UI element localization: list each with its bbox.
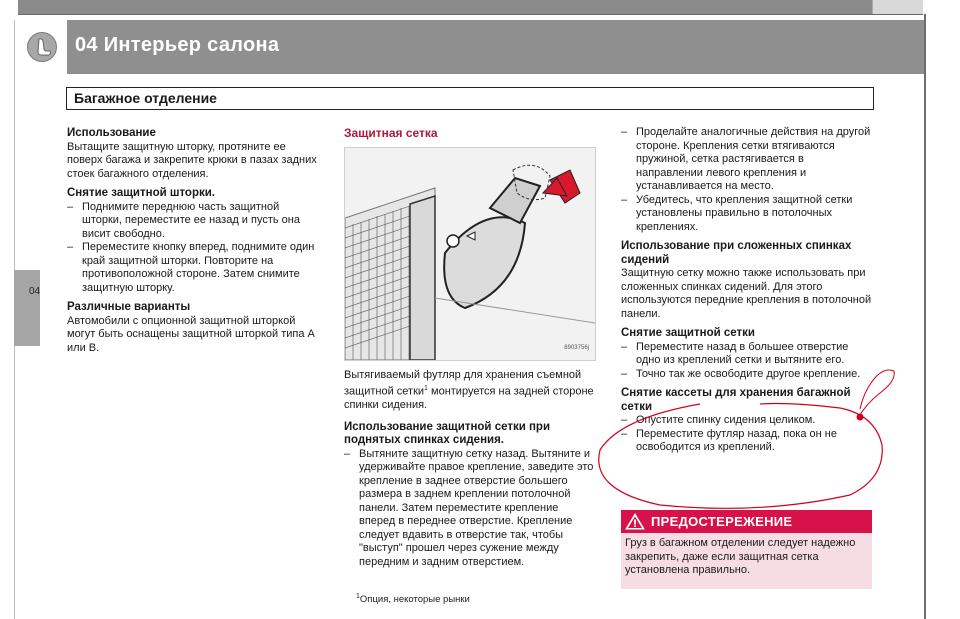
list-item: – Переместите назад в большее отверстие одно из креплений сетки и вытяните его. bbox=[621, 341, 873, 368]
heading-use-net: Использование защитной сетки при поднятых спинках сидения. bbox=[344, 420, 551, 447]
heading-remove-cassette: Снятие кассеты для хранения багажной сетки bbox=[621, 387, 851, 413]
page-right-edge bbox=[924, 14, 960, 619]
toolbar-button[interactable] bbox=[872, 0, 923, 14]
list-item: – Опустите спинку сидения целиком. bbox=[621, 414, 873, 428]
top-toolbar-strip bbox=[18, 0, 923, 15]
side-tab-label: 04 bbox=[29, 286, 41, 297]
list-item: – Убедитесь, что крепления защитной сетки установлены правильно в потолочных креплениях. bbox=[621, 194, 873, 235]
chapter-icon-box bbox=[15, 20, 67, 74]
column-middle bbox=[344, 127, 594, 569]
paragraph-folded-seats: Защитную сетку можно также использовать при сложенных спинках сидений. Для этого используются передние крепления в потолочной панели. bbox=[621, 267, 872, 320]
window-top-bar bbox=[0, 0, 960, 16]
heading-variants: Различные варианты bbox=[67, 301, 191, 313]
paragraph-usage: Вытащите защитную шторку, протяните ее поверх багажа и закрепите крюки в пазах задних стоек багажного отделения. bbox=[67, 140, 317, 180]
warning-icon bbox=[625, 513, 645, 535]
illustration-net-cassette bbox=[344, 147, 596, 361]
heading-usage: Использование bbox=[67, 127, 156, 139]
heading-remove-cover: Снятие защитной шторки. bbox=[67, 187, 215, 199]
list-item: – Проделайте аналогичные действия на другой стороне. Крепления сетки втягиваются пружиной, сетка растягивается в направлении левого крепления и устанавливается на место. bbox=[621, 126, 873, 194]
paragraph-variants: Автомобили с опционной защитной шторкой могут быть оснащены защитной шторкой типа А или В. bbox=[67, 314, 315, 354]
heading-folded-seats: Использование при сложенных спинках сидений bbox=[621, 240, 852, 266]
figure-caption: Вытягиваемый футляр для хранения съемной защитной сетки$^1$ монтируется на задней стороне спинки сидения. bbox=[344, 368, 594, 412]
footnote: $^1$Опция, некоторые рынки bbox=[356, 593, 470, 606]
column-right bbox=[621, 126, 873, 455]
warning-header bbox=[621, 510, 872, 533]
chapter-header bbox=[15, 20, 924, 74]
chapter-title: 04 Интерьер салона bbox=[75, 34, 280, 56]
list-item: – Переместите кнопку вперед, поднимите один край защитной шторки. Повторите на противоположной стороне. Затем снимите защитную шторку. bbox=[67, 241, 317, 295]
chapter-side-tab bbox=[14, 270, 40, 346]
list-item: – Поднимите переднюю часть защитной шторки, переместите ее назад и пусть она висит свободно. bbox=[67, 201, 317, 242]
column-left bbox=[67, 127, 317, 355]
seat-icon bbox=[27, 32, 57, 62]
list-item: – Вытяните защитную сетку назад. Вытяните и удерживайте правое крепление, заведите это крепление в заднее отверстие большего размера в заднем креплении потолочной панели. Затем переместите крепление вперед в переднее отверстие. Крепление следует вдавить в отверстие так, чтобы "выступ" прошел через сужение между передним и задним отверстием. bbox=[344, 448, 594, 570]
warning-text: Груз в багажном отделении следует надежно закрепить, даже если защитная сетка установлена правильно. bbox=[621, 533, 872, 589]
heading-remove-net: Снятие защитной сетки bbox=[621, 327, 755, 339]
section-title: Багажное отделение bbox=[74, 90, 217, 106]
section-title-box bbox=[66, 87, 874, 110]
list-item: – Точно так же освободите другое крепление. bbox=[621, 368, 873, 382]
list-item: – Переместите футляр назад, пока он не освободится из креплений. bbox=[621, 428, 873, 455]
warning-title: ПРЕДОСТЕРЕЖЕНИЕ bbox=[651, 514, 793, 529]
heading-safety-net: Защитная сетка bbox=[344, 126, 438, 140]
warning-box bbox=[621, 510, 872, 581]
figure-code: 8903756j bbox=[564, 345, 589, 351]
